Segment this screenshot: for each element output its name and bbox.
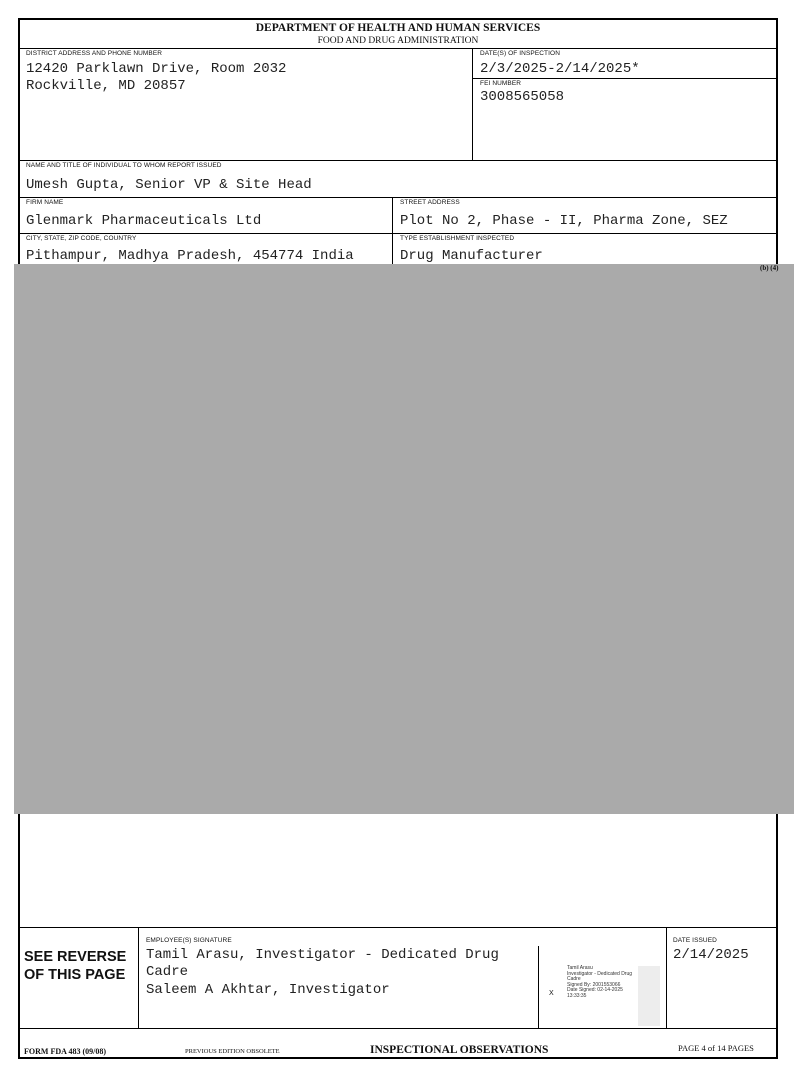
see-reverse-line2: OF THIS PAGE [24, 967, 126, 983]
sig-line: Tamil Arasu [567, 965, 593, 971]
see-reverse-text [24, 948, 126, 984]
divider [538, 946, 539, 1028]
divider [18, 927, 778, 928]
department-title: DEPARTMENT OF HEALTH AND HUMAN SERVICES [255, 22, 541, 34]
divider [18, 1028, 778, 1029]
form-number: FORM FDA 483 (09/08) [24, 1047, 106, 1056]
sig-line: Signed By: 2001553066 [567, 981, 621, 988]
divider [18, 48, 778, 49]
divider [18, 233, 778, 234]
divider [18, 197, 778, 198]
divider [472, 78, 778, 79]
divider [472, 48, 473, 160]
signature-panel [638, 966, 660, 1026]
employee-signature-label: EMPLOYEE(S) SIGNATURE [146, 937, 232, 944]
fei-label: FEI NUMBER [480, 80, 522, 87]
date-issued-value: 2/14/2025 [673, 947, 749, 963]
page-number: PAGE 4 of 14 PAGES [678, 1043, 754, 1053]
sig-line: Investigator - Dedicated Drug [567, 970, 633, 977]
firm-label: FIRM NAME [26, 199, 64, 206]
electronic-signature-stamp [567, 966, 637, 999]
see-reverse-line1: SEE REVERSE [24, 949, 127, 965]
street-label: STREET ADDRESS [400, 199, 460, 206]
sig-line: 13:33:35 [567, 992, 587, 999]
sig-line: Date Signed: 02-14-2025 [567, 987, 623, 993]
inspection-dates-value: 2/3/2025-2/14/2025* [480, 61, 640, 77]
district-address-line1: 12420 Parklawn Drive, Room 2032 [26, 61, 287, 77]
fei-value: 3008565058 [480, 89, 565, 105]
sig-line: Cadre [567, 976, 581, 982]
establishment-value: Drug Manufacturer [400, 248, 543, 264]
signature-x: X [549, 990, 554, 997]
divider [138, 927, 139, 1028]
district-label: DISTRICT ADDRESS AND PHONE NUMBER [26, 50, 163, 57]
date-issued-label: DATE ISSUED [673, 937, 717, 944]
previous-edition-note: PREVIOUS EDITION OBSOLETE [185, 1048, 280, 1055]
city-label: CITY, STATE, ZIP CODE, COUNTRY [26, 235, 137, 242]
city-value: Pithampur, Madhya Pradesh, 454774 India [26, 248, 354, 264]
employee-1-line1: Tamil Arasu, Investigator - Dedicated Drug [146, 947, 499, 963]
redaction-block [14, 264, 794, 814]
footer-title: INSPECTIONAL OBSERVATIONS [370, 1044, 549, 1056]
divider [18, 160, 778, 161]
district-address-line2: Rockville, MD 20857 [26, 78, 186, 94]
divider [666, 927, 667, 1028]
divider [392, 197, 393, 264]
individual-label: NAME AND TITLE OF INDIVIDUAL TO WHOM REPORT ISSUED [26, 162, 222, 169]
street-value: Plot No 2, Phase - II, Pharma Zone, SEZ [400, 213, 728, 229]
employee-1-line2: Cadre [146, 964, 189, 980]
redaction-code: (b) (4) [760, 264, 779, 272]
employee-2: Saleem A Akhtar, Investigator [146, 982, 390, 998]
establishment-label: TYPE ESTABLISHMENT INSPECTED [400, 235, 515, 242]
individual-value: Umesh Gupta, Senior VP & Site Head [26, 177, 312, 193]
inspection-dates-label: DATE(S) OF INSPECTION [480, 50, 560, 57]
agency-title: FOOD AND DRUG ADMINISTRATION [317, 36, 479, 46]
firm-value: Glenmark Pharmaceuticals Ltd [26, 213, 262, 229]
